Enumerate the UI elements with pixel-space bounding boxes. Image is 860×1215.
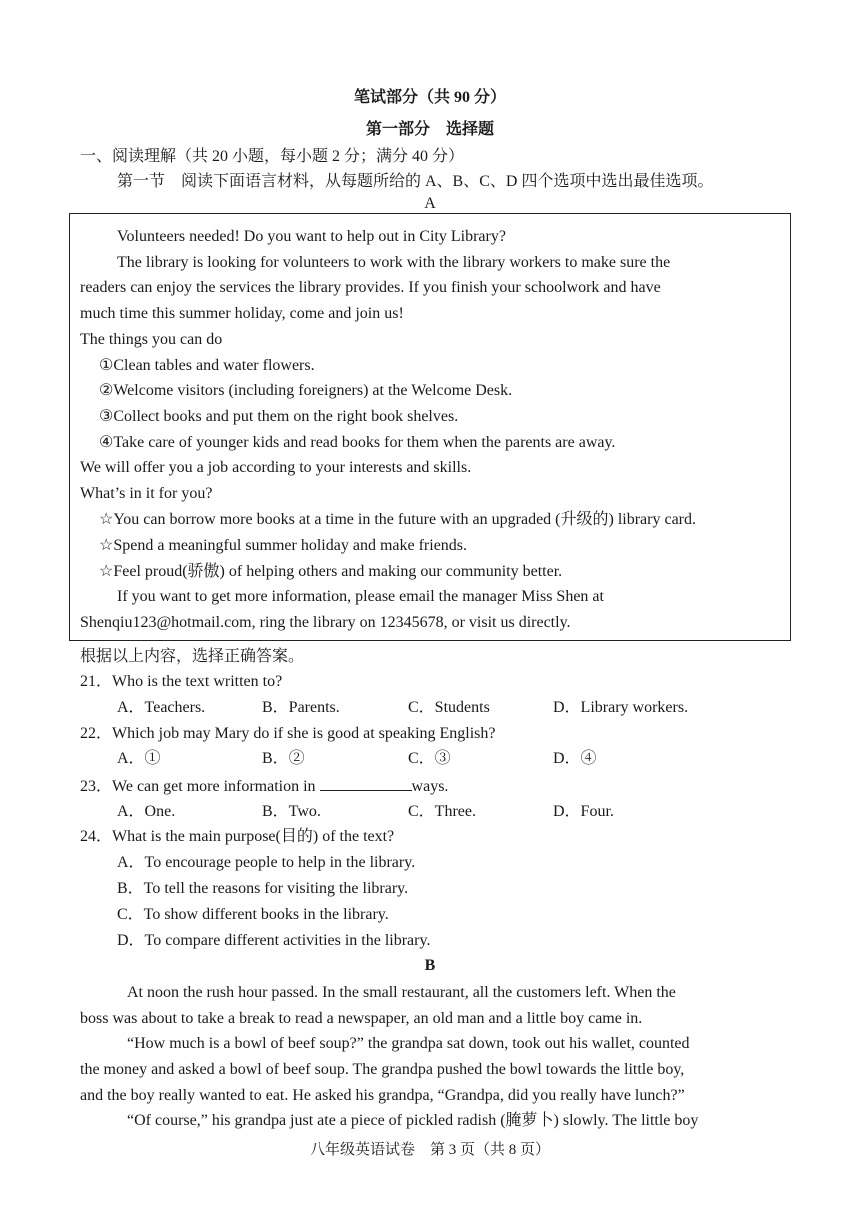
- passage-a-line: What’s in it for you?: [80, 485, 213, 502]
- question-stem-start: We can get more information in: [112, 778, 316, 795]
- option-a[interactable]: A．To encourage people to help in the library.: [117, 854, 416, 871]
- passage-a-line: Volunteers needed! Do you want to help out in City Library?: [117, 228, 506, 245]
- question-instructions: 根据以上内容，选择正确答案。: [80, 648, 305, 665]
- passage-a-line: much time this summer holiday, come and join us!: [80, 305, 404, 322]
- page-footer: 八年级英语试卷 第 3 页（共 8 页）: [309, 1142, 550, 1158]
- question-21: [80, 672, 282, 692]
- question-number: 24．: [80, 828, 113, 845]
- question-stem-end: ways.: [411, 778, 449, 795]
- question-number: 23．: [80, 778, 113, 795]
- question-stem: Which job may Mary do if she is good at speaking English?: [112, 725, 496, 742]
- option-c[interactable]: C．Three.: [408, 803, 476, 820]
- question-number: 21．: [80, 673, 113, 690]
- passage-a-line: We will offer you a job according to your interests and skills.: [80, 459, 472, 476]
- passage-b-line: “Of course,” his grandpa just ate a piece of pickled radish (腌萝卜) slowly. The little boy: [127, 1112, 699, 1129]
- question-24: [80, 827, 394, 847]
- passage-b-line: boss was about to take a break to read a newspaper, an old man and a little boy came in.: [80, 1010, 643, 1027]
- passage-a-line: ②Welcome visitors (including foreigners) at the Welcome Desk.: [99, 382, 513, 399]
- section-one-heading: 一、阅读理解（共 20 小题，每小题 2 分；满分 40 分）: [80, 148, 465, 165]
- passage-a-line: Shenqiu123@hotmail.com, ring the library on 12345678, or visit us directly.: [80, 614, 571, 631]
- option-c[interactable]: C．To show different books in the library.: [117, 906, 389, 923]
- passage-a-line: ☆Feel proud(骄傲) of helping others and making our community better.: [99, 563, 563, 580]
- passage-a-line: ☆Spend a meaningful summer holiday and make friends.: [99, 537, 468, 554]
- option-b[interactable]: B．Parents.: [262, 699, 340, 716]
- passage-a-line: If you want to get more information, please email the manager Miss Shen at: [117, 588, 604, 605]
- section-instructions: 第一节 阅读下面语言材料，从每题所给的 A、B、C、D 四个选项中选出最佳选项。: [117, 173, 714, 190]
- option-d[interactable]: D．Four.: [553, 803, 614, 820]
- option-b[interactable]: B．To tell the reasons for visiting the library.: [117, 880, 409, 897]
- passage-a-line: ④Take care of younger kids and read books for them when the parents are away.: [99, 434, 616, 451]
- option-c[interactable]: C．③: [408, 750, 451, 767]
- passage-b-line: the money and asked a bowl of beef soup. The grandpa pushed the bowl towards the little boy,: [80, 1061, 685, 1078]
- option-d[interactable]: D．To compare different activities in the library.: [117, 932, 431, 949]
- option-b[interactable]: B．②: [262, 750, 305, 767]
- option-a[interactable]: A．One.: [117, 803, 176, 820]
- passage-a-line: The things you can do: [80, 331, 223, 348]
- passage-a-label: A: [424, 195, 436, 212]
- question-stem: What is the main purpose(目的) of the text?: [112, 828, 395, 845]
- passage-a-line: readers can enjoy the services the library provides. If you finish your schoolwork and have: [80, 279, 661, 296]
- question-stem: Who is the text written to?: [112, 673, 283, 690]
- option-a[interactable]: A．Teachers.: [117, 699, 206, 716]
- exam-section-title: 笔试部分（共 90 分）: [353, 89, 506, 106]
- option-a[interactable]: A．①: [117, 750, 161, 767]
- passage-a-line: ☆You can borrow more books at a time in the future with an upgraded (升级的) library card.: [99, 511, 697, 528]
- passage-a-line: The library is looking for volunteers to work with the library workers to make sure the: [117, 254, 671, 271]
- question-23: [80, 776, 448, 797]
- passage-b-label: B: [424, 957, 436, 974]
- option-b[interactable]: B．Two.: [262, 803, 321, 820]
- option-d[interactable]: D．Library workers.: [553, 699, 689, 716]
- passage-b-line: At noon the rush hour passed. In the small restaurant, all the customers left. When the: [127, 984, 676, 1001]
- passage-b-line: and the boy really wanted to eat. He asked his grandpa, “Grandpa, did you really have lunch?”: [80, 1087, 685, 1104]
- answer-blank: [320, 776, 412, 791]
- option-c[interactable]: C．Students: [408, 699, 490, 716]
- part-title: 第一部分 选择题: [365, 121, 494, 138]
- question-number: 22．: [80, 725, 113, 742]
- passage-a-line: ③Collect books and put them on the right book shelves.: [99, 408, 459, 425]
- question-22: [80, 724, 496, 744]
- option-d[interactable]: D．④: [553, 750, 597, 767]
- passage-b-line: “How much is a bowl of beef soup?” the grandpa sat down, took out his wallet, counted: [127, 1035, 690, 1052]
- passage-a-line: ①Clean tables and water flowers.: [99, 357, 315, 374]
